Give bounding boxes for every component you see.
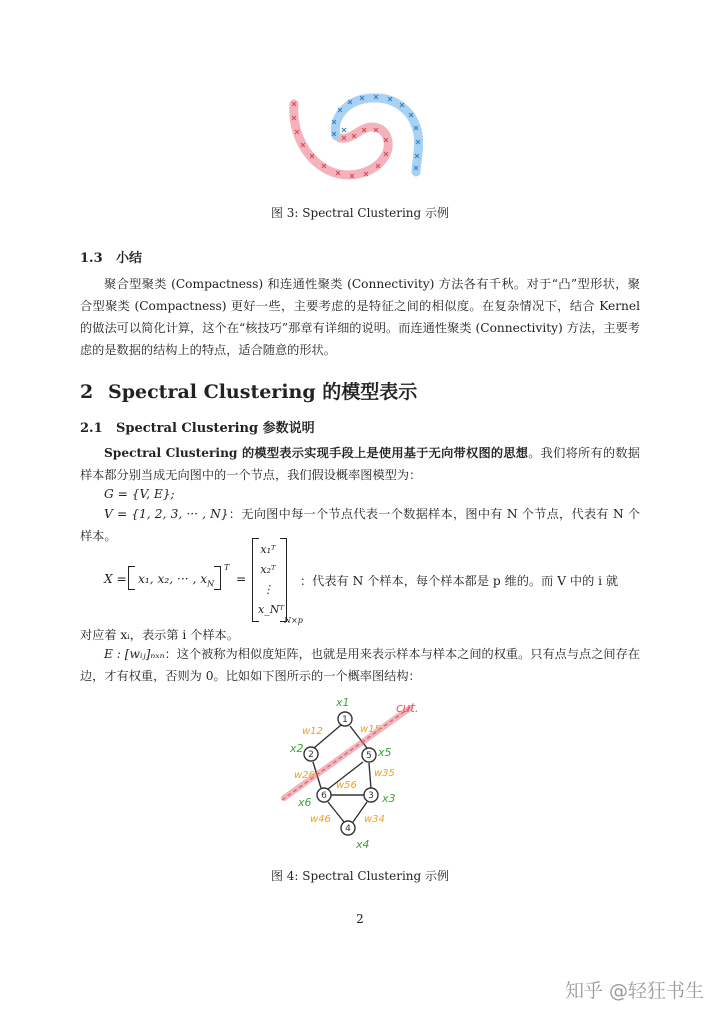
x-description: ：代表有 N 个样本，每个样本都是 p 维的。而 V 中的 i 就: [300, 574, 619, 588]
figure-4-graph: [278, 694, 428, 854]
section-title: 小结: [116, 251, 143, 266]
figure-3-caption: 图 3: Spectral Clustering 示例: [270, 206, 450, 220]
weight-labels: [294, 724, 395, 825]
e-math: E : [wᵢⱼ]ₙₓₙ: [104, 647, 165, 661]
transpose-sup: T: [224, 563, 230, 572]
section-2-1-lead: [80, 442, 640, 486]
w35-label: w35: [374, 768, 395, 779]
x6-label: x6: [298, 796, 312, 809]
node-3-label: 3: [368, 791, 374, 801]
cut-label: cut.: [396, 701, 419, 715]
node-5-label: 5: [366, 751, 372, 761]
node-2-label: 2: [308, 750, 314, 760]
matrix-entry-2: x₂ᵀ: [260, 563, 276, 576]
section-number: 1.3: [80, 251, 103, 266]
x3-label: x3: [382, 792, 396, 805]
g-definition: G = {V, E};: [104, 487, 175, 501]
v-text: ：无向图中每一个节点代表一个数据样本，图中有 N 个节点，代表有 N 个样本。: [80, 507, 641, 543]
matrix-entry-4: x_Nᵀ: [258, 603, 284, 616]
row-bracket-left: [128, 566, 135, 590]
x-lhs: [104, 572, 127, 586]
section-title: Spectral Clustering 的模型表示: [108, 381, 418, 403]
matrix-bracket-right: [280, 538, 287, 622]
w26-label: w26: [294, 770, 315, 781]
matrix-entry-1: x₁ᵀ: [260, 543, 276, 556]
x-row: [138, 572, 214, 588]
matrix-entry-3: ⋮: [262, 583, 274, 596]
page-number: 2: [356, 912, 364, 926]
figure-4-caption: 图 4: Spectral Clustering 示例: [270, 869, 450, 883]
figure-3-spirals: [280, 88, 440, 198]
e-definition: [80, 643, 640, 687]
section-2-heading: [80, 377, 417, 404]
w46-label: w46: [310, 814, 331, 825]
x4-label: x4: [356, 838, 370, 851]
equals-sign: =: [236, 572, 247, 586]
w15-label: w15: [360, 724, 381, 735]
x-row-sub: N: [207, 579, 215, 589]
v-definition: [80, 503, 640, 547]
w34-label: w34: [364, 814, 385, 825]
w12-label: w12: [302, 726, 323, 737]
lead-bold-text: Spectral Clustering 的模型表示实现手段上是使用基于无向带权图的思想: [104, 446, 529, 460]
matrix-dimension: N×p: [284, 616, 303, 625]
x-description-cont: 对应着 xᵢ，表示第 i 个样本。: [80, 628, 239, 642]
section-1-3-heading: [80, 247, 142, 266]
section-1-3-paragraph: 聚合型聚类 (Compactness) 和连通性聚类 (Connectivity) 方法各有千秋。对于“凸”型形状，聚合型聚类 (Compactness) 更好一些，主要考虑的是特征之间的相似度。在复杂情况下，结合 Kernel 的做法可以简化计算，这个在“核技巧”那章有详细的说明。而连通性聚类 (Connectivity) 方法，主要考虑的是数据的结构上的特点，适合随意的形状。: [80, 277, 640, 357]
x-row-text: x₁, x₂, ··· , x: [138, 572, 208, 586]
section-number: 2: [80, 381, 94, 403]
lead-rest-text: 。我们将所有的数据样本都分别当成无向图中的一个节点，我们假设概率图模型为：: [80, 446, 640, 482]
watermark: 知乎 @轻狂书生: [564, 980, 704, 1002]
v-math: V = {1, 2, 3, ··· , N}: [104, 507, 229, 521]
x-lhs-text: X =: [104, 572, 127, 586]
e-text: ：这个被称为相似度矩阵，也就是用来表示样本与样本之间的权重。只有点与点之间存在边，才有权重，否则为 0。比如如下图所示的一个概率图结构：: [80, 647, 640, 683]
edge-5-3: [369, 763, 371, 789]
x1-label: x1: [336, 696, 350, 709]
section-2-1-heading: [80, 417, 315, 436]
w56-label: w56: [336, 780, 357, 791]
node-1-label: 1: [342, 715, 348, 725]
matrix-column: [258, 540, 284, 620]
row-bracket-right: [214, 566, 221, 590]
x2-label: x2: [290, 742, 304, 755]
node-6-label: 6: [321, 791, 327, 801]
node-4-label: 4: [345, 824, 351, 834]
x5-label: x5: [378, 746, 392, 759]
section-number: 2.1: [80, 421, 103, 436]
section-title: Spectral Clustering 参数说明: [116, 421, 315, 436]
